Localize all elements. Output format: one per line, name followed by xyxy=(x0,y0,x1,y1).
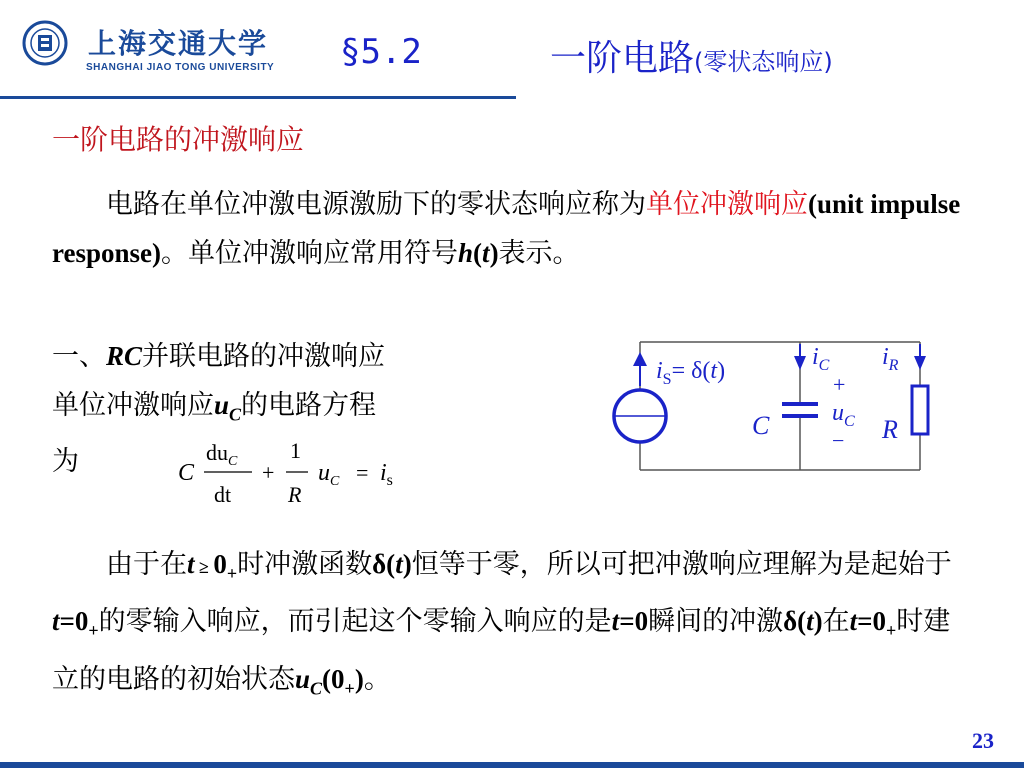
p2-eq0c: =0 xyxy=(857,606,887,637)
rc-symbol: RC xyxy=(106,341,143,371)
p2-ge: ≥ xyxy=(194,557,214,577)
p2-close1: ) xyxy=(402,549,412,579)
p2-eq0a: =0 xyxy=(59,606,89,637)
uc-sub: C xyxy=(229,404,242,425)
paragraph-explanation xyxy=(52,540,972,712)
p2-t3: t xyxy=(52,606,60,637)
title-sub: (零状态响应) xyxy=(694,48,833,76)
section-rc-text2: 单位冲激响应 xyxy=(52,390,214,421)
section-number: §5.2 xyxy=(340,32,422,72)
plus-sign: + xyxy=(833,372,846,397)
p2-plus2: + xyxy=(88,620,99,641)
p2-delta1: δ( xyxy=(372,549,396,579)
school-name-en: SHANGHAI JIAO TONG UNIVERSITY xyxy=(86,62,275,73)
p2-t2: t xyxy=(395,549,403,579)
section-rc-text4: 为 xyxy=(52,446,79,478)
p2-t6: t xyxy=(849,606,858,637)
p2-eq0b: =0 xyxy=(619,606,649,637)
section-rc-text3: 的电路方程 xyxy=(241,390,377,421)
p2-a1: 由于在 xyxy=(106,549,187,580)
minus-sign: − xyxy=(832,428,845,453)
eq-one: 1 xyxy=(290,438,301,463)
section-rc-heading xyxy=(52,332,572,381)
ic-label: $i_C$ xyxy=(812,344,830,374)
university-logo-icon xyxy=(22,20,68,66)
p2-a7: 时建立的电路的初始状态 xyxy=(52,606,951,695)
eq-i: $i_s$ xyxy=(380,460,393,489)
p2-plus3: + xyxy=(886,620,897,641)
eq-u: $u_C$ xyxy=(318,460,340,489)
p2-delta2: δ( xyxy=(783,606,807,637)
resistor-icon xyxy=(912,386,928,434)
subheading: 一阶电路的冲激响应 xyxy=(52,123,305,156)
p2-zero1: 0 xyxy=(213,549,227,579)
p2-paren-close: ) xyxy=(354,663,364,694)
circuit-equation xyxy=(178,430,418,516)
eq-equals: = xyxy=(356,460,369,485)
page-title xyxy=(550,30,833,81)
eq-C: C xyxy=(178,460,195,486)
para1-text2: 。单位冲激响应常用符号 xyxy=(161,238,459,269)
current-arrow-ic-icon xyxy=(794,344,806,370)
resistor-label: R xyxy=(882,415,898,444)
para1-text1: 电路在单位冲激电源激励下的零状态响应称为 xyxy=(106,189,646,220)
paragraph-intro xyxy=(52,180,972,278)
p2-plus4: + xyxy=(344,678,355,699)
p2-end: 。 xyxy=(363,663,391,695)
p2-t1: t xyxy=(187,549,195,579)
para1-text3: 表示。 xyxy=(498,238,580,269)
title-main: 一阶电路 xyxy=(550,38,695,79)
uc-u: u xyxy=(214,390,230,420)
symbol-t: t xyxy=(482,238,490,268)
p2-a4: 的零输入响应，而引起这个零输入响应的是 xyxy=(98,606,612,638)
capacitor-icon xyxy=(782,404,818,416)
footer-bar xyxy=(0,762,1024,768)
term-english: (unit impulse response) xyxy=(52,189,961,268)
p2-a6: 在 xyxy=(822,606,850,638)
eq-plus: + xyxy=(262,460,275,485)
uc-label: $u_C$ xyxy=(832,400,855,430)
eq-du: $du_C$ xyxy=(206,440,238,469)
p2-u: u xyxy=(295,663,311,694)
p2-paren: (0 xyxy=(322,663,345,694)
p2-plus1: + xyxy=(226,563,238,584)
p2-C: C xyxy=(310,678,323,699)
header-divider xyxy=(0,96,516,99)
symbol-open: ( xyxy=(473,238,483,268)
p2-t4: t xyxy=(611,606,620,637)
source-label: $i_S= \delta(t)$ xyxy=(656,358,726,388)
indent xyxy=(52,189,106,220)
page-number: 23 xyxy=(972,728,994,753)
p2-a2: 时冲激函数 xyxy=(237,549,373,580)
p2-a5: 瞬间的冲激 xyxy=(648,606,784,638)
rc-circuit-diagram xyxy=(600,330,940,480)
symbol-h: h xyxy=(458,238,474,268)
ir-label: $i_R$ xyxy=(882,344,899,374)
section-prefix: 一、 xyxy=(52,341,106,372)
indent xyxy=(52,549,106,580)
p2-t5: t xyxy=(806,606,814,637)
eq-R: R xyxy=(288,482,302,507)
p2-close2: ) xyxy=(813,606,823,637)
term-highlight: 单位冲激响应 xyxy=(646,189,808,220)
school-name-cn: 上海交通大学 xyxy=(88,27,269,60)
eq-dt: dt xyxy=(214,482,232,507)
p2-a3: 恒等于零，所以可把冲激响应理解为是起始于 xyxy=(411,549,952,580)
current-arrow-ir-icon xyxy=(914,344,926,370)
section-rc-text1: 并联电路的冲激响应 xyxy=(142,341,386,372)
symbol-close: ) xyxy=(489,238,499,268)
capacitor-label: C xyxy=(752,411,770,440)
